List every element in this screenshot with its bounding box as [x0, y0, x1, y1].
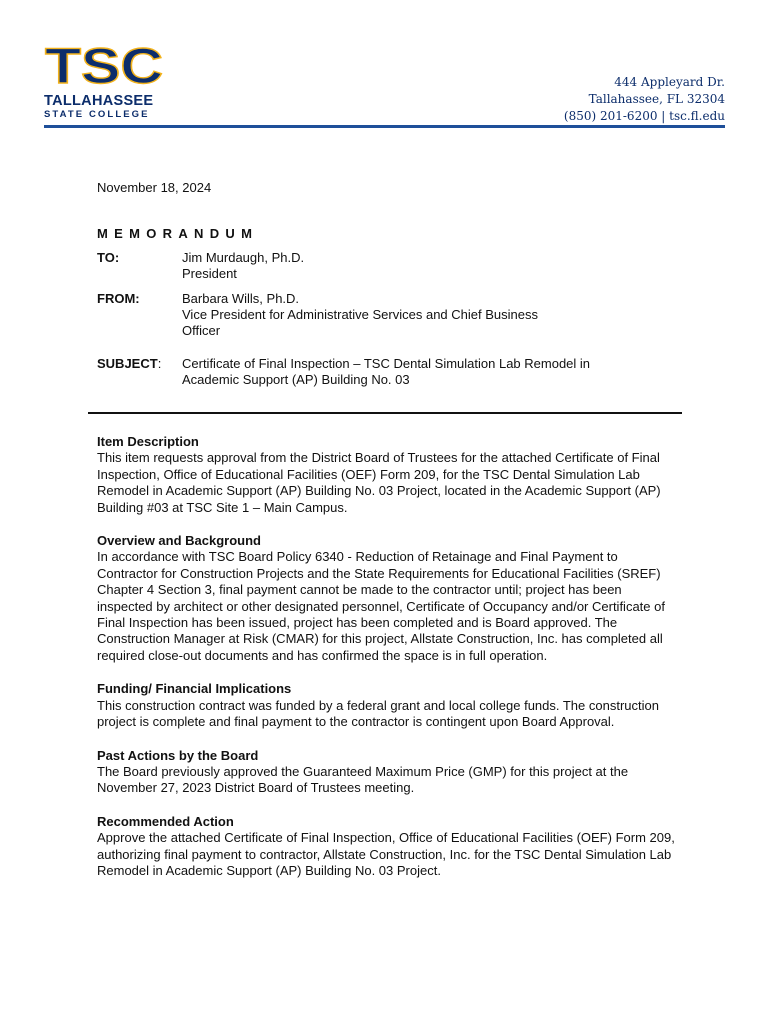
subject-line2: Academic Support (AP) Building No. 03: [182, 372, 410, 387]
from-label: FROM:: [97, 291, 140, 306]
address-city: Tallahassee, FL 32304: [588, 92, 725, 106]
to-title: President: [182, 266, 237, 281]
section-recommended-action: [97, 814, 677, 880]
address-phone-web: (850) 201-6200 | tsc.fl.edu: [563, 109, 725, 123]
logo-college-name-line2: STATE COLLEGE: [44, 109, 150, 120]
to-label: TO:: [97, 250, 120, 265]
memo-body: [97, 434, 677, 896]
section-overview-background: [97, 533, 677, 664]
section-heading: Overview and Background: [97, 533, 261, 549]
subject-colon: :: [157, 356, 162, 371]
to-recipient: [182, 250, 632, 282]
section-heading: Past Actions by the Board: [97, 747, 259, 763]
section-heading: Item Description: [97, 434, 199, 449]
to-name: Jim Murdaugh, Ph.D.: [182, 250, 305, 265]
section-past-actions: [97, 748, 677, 797]
from-sender: [182, 291, 632, 339]
section-body: This construction contract was funded by a federal grant and local college funds. The construction project is complete and final payment to the contractor is contingent upon Board Approval.: [97, 697, 659, 730]
section-heading: Recommended Action: [97, 813, 234, 829]
letterhead-divider: [44, 125, 725, 128]
logo-initials: TSC: [45, 44, 163, 86]
logo-college-name-line1: TALLAHASSEE: [44, 93, 154, 109]
subject-label-text: SUBJECT: [97, 356, 158, 371]
address-street: 444 Appleyard Dr.: [614, 75, 725, 89]
section-body: In accordance with TSC Board Policy 6340 - Reduction of Retainage and Final Payment to Contractor for Construction Projects and the State Requirements for Educational Facilities (SREF) Chapter 4 Section 3, final payment cannot be made to the contractor until; project has been inspected by architect or other designated personnel, Certificate of Occupancy and/or Certificate of Final Inspection has been issued, project has been completed and is Board approved. The Construction Manager at Risk (CMAR) for this project, Allstate Construction, Inc. has completed all required close-out documents and has confirmed the space is in full operation.: [97, 549, 665, 663]
college-logo: [44, 44, 168, 121]
subject-line1: Certificate of Final Inspection – TSC Dental Simulation Lab Remodel in: [182, 356, 591, 371]
subject-text: [182, 356, 632, 388]
memo-header-divider: [88, 412, 682, 414]
section-body: The Board previously approved the Guaranteed Maximum Price (GMP) for this project at the November 27, 2023 District Board of Trustees meeting.: [97, 763, 629, 796]
tsc-logo-mark: [44, 44, 164, 86]
section-body: Approve the attached Certificate of Final Inspection, Office of Educational Facilities (OEF) Form 209, authorizing final payment to contractor, Allstate Construction, Inc. for the TSC Dental Simulation Lab Remodel in Academic Support (AP) Building No. 03 Project.: [97, 830, 675, 878]
subject-label: [97, 356, 161, 371]
section-funding: [97, 681, 677, 730]
college-address: [564, 74, 725, 125]
from-title-line2: Officer: [182, 323, 221, 338]
memo-date: November 18, 2024: [97, 180, 212, 195]
memo-title: MEMORANDUM: [97, 226, 259, 241]
section-item-description: [97, 434, 677, 516]
section-heading: Funding/ Financial Implications: [97, 681, 292, 697]
section-body: This item requests approval from the District Board of Trustees for the attached Certificate of Final Inspection, Office of Educational Facilities (OEF) Form 209, for the TSC Dental Simulation Lab Remodel in Academic Support (AP) Building No. 03 Project, located in the Academic Support (AP) Building #03 at TSC Site 1 – Main Campus.: [97, 450, 661, 515]
from-name: Barbara Wills, Ph.D.: [182, 291, 300, 306]
from-title-line1: Vice President for Administrative Services and Chief Business: [182, 307, 538, 322]
